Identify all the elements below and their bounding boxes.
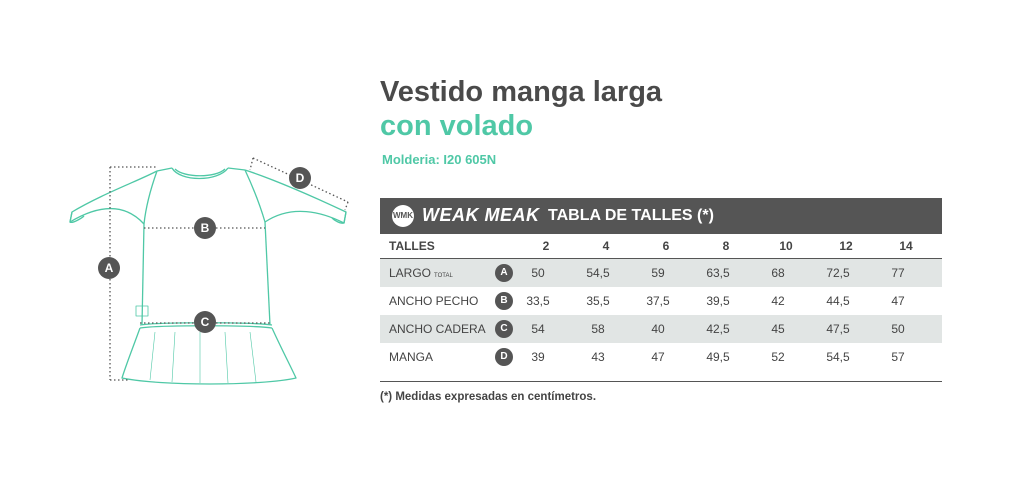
marker-a-label: A [104,261,114,275]
row-label-text: MANGA [389,350,434,364]
size-table-header [380,198,942,234]
table-cell: 63,5 [706,266,730,280]
measure-badge: B [495,292,513,310]
table-cell: 43 [591,350,605,364]
table-cell: 47 [891,294,905,308]
table-cell: 58 [591,322,605,336]
table-cell: 45 [771,322,785,336]
table-cell: 47,5 [826,322,850,336]
measure-badge: C [495,320,513,338]
size-table [380,198,942,382]
table-cell: 47 [651,350,665,364]
row-label [389,350,433,364]
size-table-body [380,234,942,371]
table-cell: 44,5 [826,294,850,308]
table-cell: 59 [651,266,665,280]
table-cell: 77 [891,266,905,280]
dress-illustration [60,150,360,390]
table-cell: 35,5 [586,294,610,308]
table-cell: 50 [891,322,905,336]
row-label [389,266,453,280]
size-header-cell: 8 [722,239,730,253]
table-row [380,343,942,371]
table-cell: 33,5 [526,294,550,308]
table-row [380,315,942,343]
table-cell: 39 [531,350,545,364]
table-cell: 68 [771,266,785,280]
product-title-line2: con volado [380,110,534,142]
measure-badge: A [495,264,513,282]
table-cell: 39,5 [706,294,730,308]
table-cell: 50 [531,266,545,280]
row-label [389,294,478,308]
size-header-label: TALLES [389,239,435,253]
size-header-cell: 6 [662,239,670,253]
row-label-text: ANCHO CADERA [389,322,486,336]
row-label-text: LARGO [389,266,432,280]
size-table-title: TABLA DE TALLES (*) [548,207,714,224]
table-divider [380,371,942,382]
marker-b-label: B [200,221,210,235]
table-cell: 54,5 [586,266,610,280]
row-label-text: ANCHO PECHO [389,294,479,308]
row-label-sub: TOTAL [434,273,453,279]
size-header-cell: 4 [602,239,610,253]
table-cell: 42,5 [706,322,730,336]
table-row [380,287,942,315]
table-cell: 54 [531,322,545,336]
table-cell: 54,5 [826,350,850,364]
measure-badge: D [495,348,513,366]
table-cell: 49,5 [706,350,730,364]
brand-name: WEAK MEAK [422,205,540,225]
table-cell: 52 [771,350,785,364]
table-cell: 42 [771,294,785,308]
pattern-code: Molderia: I20 605N [382,152,497,167]
size-header-cell: 10 [779,239,793,253]
size-header-cell: 12 [839,239,853,253]
row-label [389,322,486,336]
size-header-row [380,234,942,259]
table-row [380,259,942,287]
marker-c-label: C [200,315,210,329]
table-cell: 40 [651,322,665,336]
marker-d-label: D [295,171,305,185]
size-header-cell: 2 [542,239,550,253]
size-header-cell: 14 [899,239,913,253]
table-cell: 57 [891,350,905,364]
table-cell: 72,5 [826,266,850,280]
brand-logo-icon: WMK [392,205,414,227]
product-title-line1: Vestido manga larga [380,76,663,108]
measurement-note: (*) Medidas expresadas en centímetros. [380,391,597,403]
table-cell: 37,5 [646,294,670,308]
